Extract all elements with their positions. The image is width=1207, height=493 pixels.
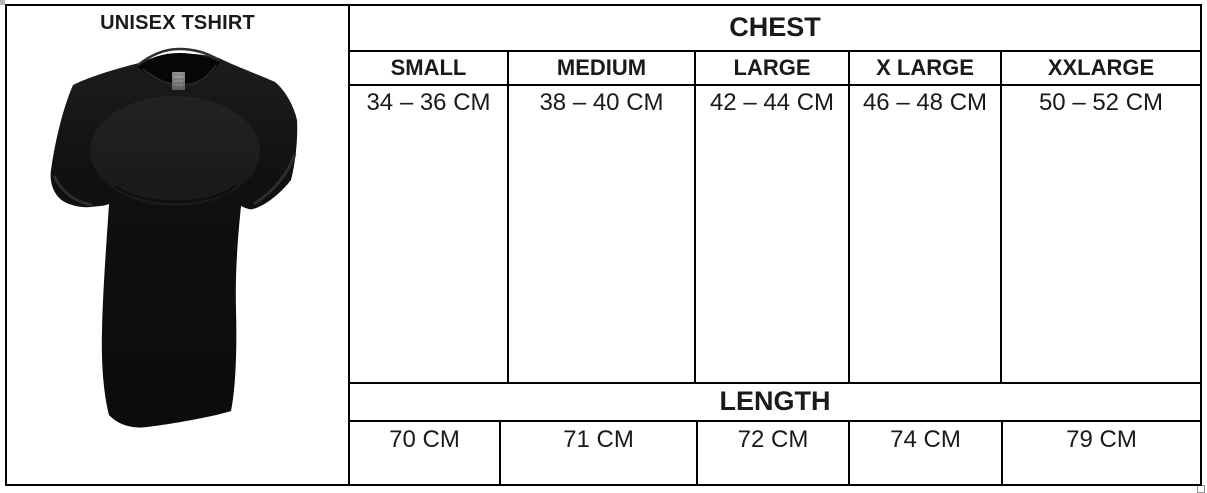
length-value-medium: 71 CM: [501, 422, 698, 484]
length-value-xlarge: 74 CM: [850, 422, 1003, 484]
chest-value-xlarge: 46 – 48 CM: [850, 86, 1002, 382]
size-header-xxlarge: XXLARGE: [1047, 55, 1155, 80]
chest-values-row: [350, 86, 1200, 384]
size-table: [350, 6, 1200, 484]
chest-header-row: [350, 6, 1200, 52]
chest-value-xxlarge: 50 – 52 CM: [1038, 89, 1164, 116]
chest-value-medium: 38 – 40 CM: [509, 86, 696, 382]
tshirt-photo-icon: [7, 36, 348, 482]
size-header-large: LARGE: [696, 52, 850, 84]
product-title: UNISEX TSHIRT: [100, 12, 255, 34]
chest-section-header: CHEST: [729, 12, 821, 42]
product-panel: [7, 6, 350, 484]
resize-handle-bottom-right: [1197, 485, 1205, 493]
length-section-header: LENGTH: [719, 386, 831, 416]
length-value-small: 70 CM: [350, 422, 501, 484]
chest-value-small: 34 – 36 CM: [350, 86, 509, 382]
size-header-medium: MEDIUM: [509, 52, 696, 84]
size-chart-sheet: [5, 4, 1202, 486]
length-header-row: [350, 384, 1200, 422]
length-values-row: [350, 422, 1200, 484]
chest-value-large: 42 – 44 CM: [696, 86, 850, 382]
length-value-large: 72 CM: [698, 422, 850, 484]
tshirt-sheen: [90, 96, 260, 206]
size-header-small: SMALL: [350, 52, 509, 84]
size-header-row: [350, 52, 1200, 86]
length-value-xxlarge: 79 CM: [1066, 426, 1137, 453]
size-header-xlarge: X LARGE: [850, 52, 1002, 84]
